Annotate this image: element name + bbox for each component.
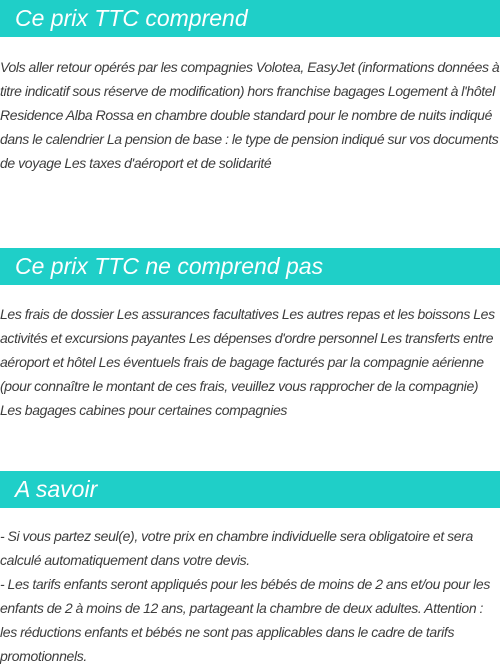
section-body-includes [0, 55, 500, 175]
section-title-good-to-know: A savoir [0, 471, 500, 508]
section-body-excludes [0, 302, 500, 422]
excludes-paragraph: Les frais de dossier Les assurances facultatives Les autres repas et les boissons Les activités et excursions payantes Les dépenses d'ordre personnel Les transferts entre aéroport et hôtel Les éventuels frais de bagage facturés par la compagnie aérienne (pour connaître le montant de ces frais, veuillez vous rapprocher de la compagnie) Les bagages cabines pour certaines compagnies [0, 306, 495, 418]
section-title-includes: Ce prix TTC comprend [0, 0, 500, 37]
good-to-know-paragraph-single: - Si vous partez seul(e), votre prix en chambre individuelle sera obligatoire et sera calculé automatiquement dans votre devis. [0, 528, 473, 568]
good-to-know-paragraph-children: - Les tarifs enfants seront appliqués pour les bébés de moins de 2 ans et/ou pour les enfants de 2 à moins de 12 ans, partageant la chambre de deux adultes. Attention : les réductions enfants et bébés ne sont pas applicables dans le cadre de tarifs promotionnels. [0, 576, 490, 664]
includes-paragraph: Vols aller retour opérés par les compagnies Volotea, EasyJet (informations données à titre indicatif sous réserve de modification) hors franchise bagages Logement à l'hôtel Residence Alba Rossa en chambre double standard pour le nombre de nuits indiqué dans le calendrier La pension de base : le type de pension indiqué sur vos documents de voyage Les taxes d'aéroport et de solidarité [0, 59, 500, 171]
section-body-good-to-know [0, 524, 500, 667]
section-title-excludes: Ce prix TTC ne comprend pas [0, 248, 500, 285]
